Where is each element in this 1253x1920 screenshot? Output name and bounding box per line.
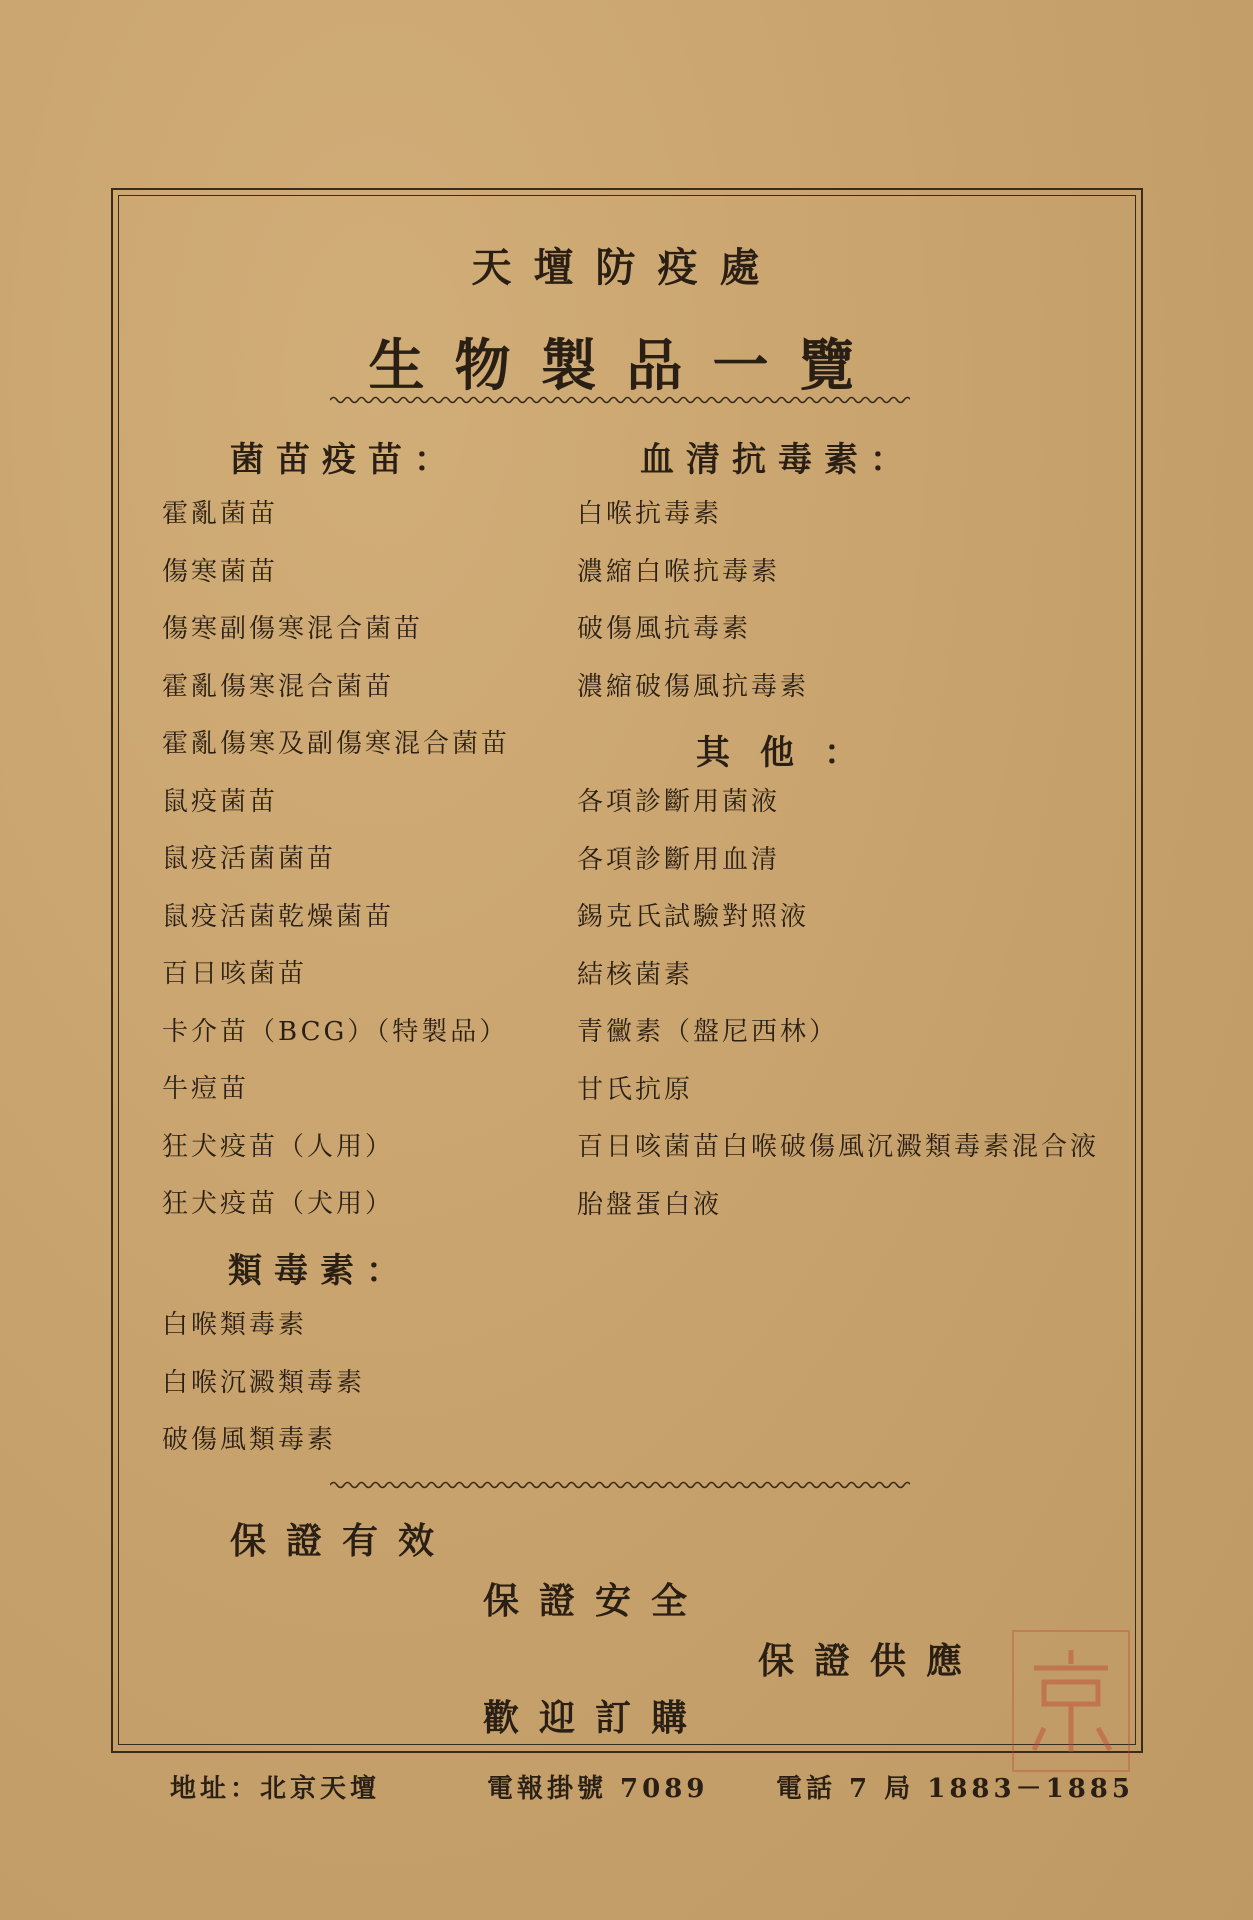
- footer-phone: 電話 7 局 1883－1885: [776, 1774, 1134, 1804]
- slogan-effective: 保證有效: [230, 1520, 455, 1562]
- list-item: 鼠疫活菌乾燥菌苗: [162, 901, 395, 932]
- antitoxins-heading: 血清抗毒素：: [640, 440, 916, 480]
- others-heading: 其他：: [696, 733, 888, 773]
- wavy-divider-bottom: [330, 1478, 910, 1492]
- org-name: 天壇防疫處: [471, 244, 782, 291]
- list-item: 各項診斷用血清: [577, 844, 781, 875]
- slogan-supply: 保證供應: [758, 1640, 983, 1682]
- list-item: 霍亂菌苗: [162, 499, 279, 529]
- list-item: 狂犬疫苗（犬用）: [162, 1189, 395, 1219]
- list-item: 鼠疫菌苗: [162, 786, 279, 817]
- list-item: 甘氏抗原: [577, 1074, 694, 1105]
- list-item: 百日咳菌苗: [162, 959, 308, 989]
- list-item: 胎盤蛋白液: [577, 1189, 723, 1220]
- others-list: [577, 774, 1099, 1234]
- list-item: 破傷風類毒素: [162, 1425, 337, 1455]
- wavy-divider-top: [330, 393, 910, 407]
- list-item: 白喉類毒素: [162, 1310, 308, 1340]
- list-item: 狂犬疫苗（人用）: [162, 1131, 395, 1162]
- footer-telegram: 電報掛號 7089: [487, 1774, 709, 1804]
- list-item: 霍亂傷寒及副傷寒混合菌苗: [162, 729, 511, 759]
- list-item: 錫克氏試驗對照液: [577, 902, 810, 932]
- list-item: 白喉抗毒素: [577, 499, 723, 529]
- slogan-welcome-order: 歡迎訂購: [483, 1697, 708, 1739]
- list-item: 鼠疫活菌菌苗: [162, 844, 337, 874]
- footer-address: 地址：北京天壇: [170, 1774, 381, 1804]
- list-item: 傷寒菌苗: [162, 556, 279, 587]
- list-item: 卡介苗（BCG）（特製品）: [162, 1016, 509, 1047]
- list-item: 結核菌素: [577, 959, 694, 990]
- list-item: 濃縮白喉抗毒素: [577, 556, 781, 587]
- slogan-safe: 保證安全: [483, 1580, 708, 1622]
- antitoxins-list: [577, 486, 809, 716]
- list-item: 破傷風抗毒素: [577, 614, 752, 644]
- list-item: 各項診斷用菌液: [577, 787, 781, 817]
- toxoids-list: [162, 1297, 365, 1470]
- vaccines-list: [162, 486, 510, 1234]
- vaccines-heading: 菌苗疫苗：: [230, 440, 460, 480]
- toxoids-heading: 類毒素：: [228, 1251, 412, 1291]
- list-item: 牛痘苗: [162, 1074, 250, 1104]
- red-seal-stamp: [1012, 1630, 1130, 1772]
- list-item: 濃縮破傷風抗毒素: [577, 671, 810, 702]
- page-title: 生物製品一覽: [368, 333, 885, 399]
- list-item: 青黴素（盤尼西林）: [577, 1017, 839, 1047]
- list-item: 傷寒副傷寒混合菌苗: [162, 614, 424, 644]
- list-item: 霍亂傷寒混合菌苗: [162, 671, 395, 702]
- list-item: 百日咳菌苗白喉破傷風沉澱類毒素混合液: [577, 1132, 1100, 1162]
- list-item: 白喉沉澱類毒素: [162, 1367, 366, 1398]
